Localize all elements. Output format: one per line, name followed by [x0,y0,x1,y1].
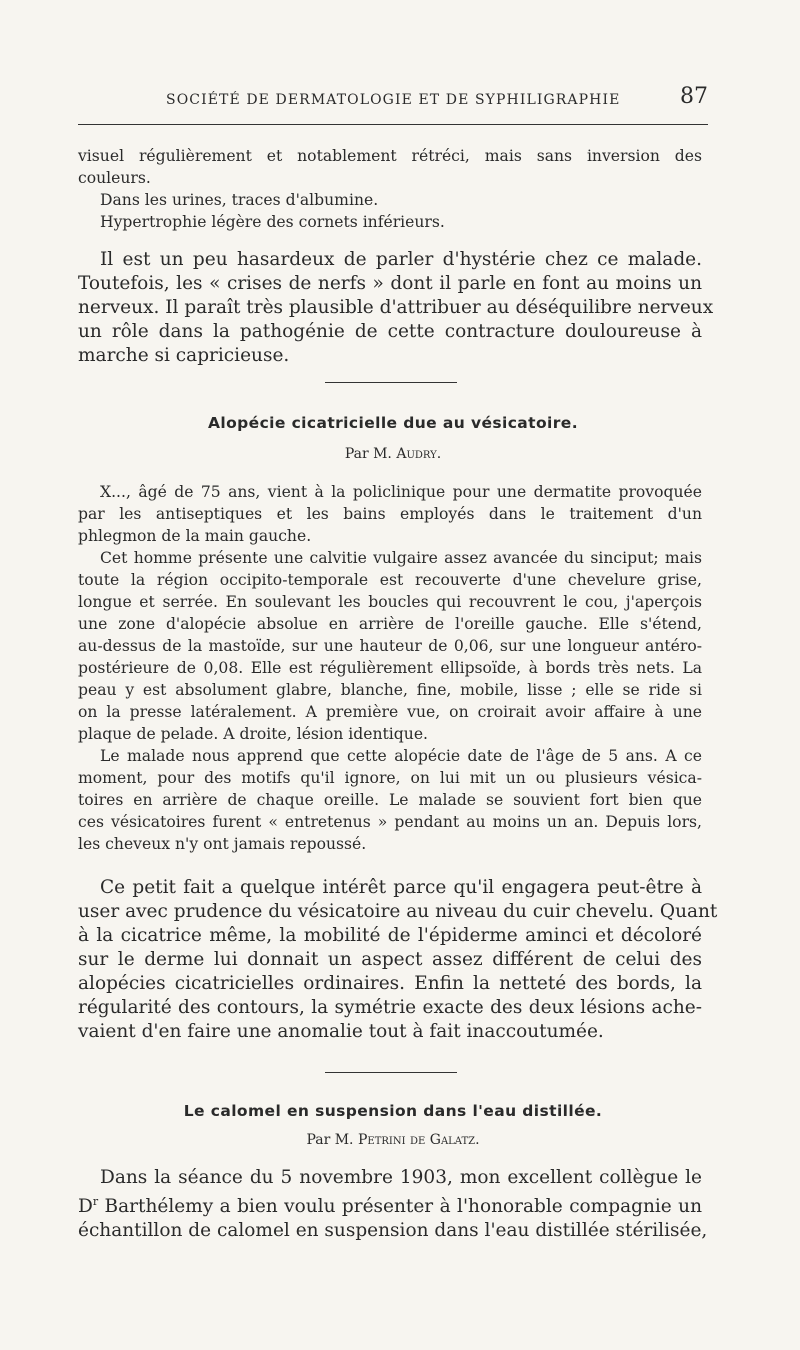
article-conclusion [78,876,718,1044]
article-paragraph [78,481,702,547]
running-head [78,84,708,116]
text-line: régularité des contours, la symétrie exacte des deux lésions ache- [78,997,702,1018]
header-rule [78,124,708,125]
byline-prefix: Par M. [344,446,392,462]
text-line: phlegmon de la main gauche. [78,527,312,545]
text-line: ces vésicatoires furent « entretenus » pendant au moins un an. Depuis lors, [78,813,702,831]
text-line: vaient d'en faire une anomalie tout à fait inaccoutumée. [78,1021,604,1042]
byline-prefix: Par M. [306,1132,354,1148]
text-line: Hypertrophie légère des cornets inférieurs. [100,213,445,231]
text-line: Le malade nous apprend que cette alopécie date de l'âge de 5 ans. A ce [100,747,702,765]
text-line: couleurs. [78,169,151,187]
text-line: Toutefois, les « crises de nerfs » dont il parle en font au moins un [78,273,702,294]
text-line: toute la région occipito-temporale est recouverte d'une chevelure grise, [78,571,702,589]
article-title: Alopécie cicatricielle due au vésicatoire. [208,414,578,432]
doctor-abbreviation: D [78,1196,93,1218]
section-divider [325,382,457,383]
text-line: marche si capricieuse. [78,345,290,366]
text-line: peau y est absolument glabre, blanche, fine, mobile, lisse ; elle se ride si [78,681,702,699]
text-line: une zone d'alopécie absolue en arrière de l'oreille gauche. Elle s'étend, [78,615,702,633]
text-line: postérieure de 0,08. Elle est régulièrement ellipsoïde, à bords très nets. La [78,659,702,677]
text-line: user avec prudence du vésicatoire au niveau du cuir chevelu. Quant [78,901,718,922]
article-title: Le calomel en suspension dans l'eau distillée. [183,1102,603,1120]
article-byline [78,446,708,462]
article-paragraph [78,745,702,855]
text-line: longue et serrée. En soulevant les boucles qui recouvrent le cou, j'aperçois [78,593,702,611]
text-line: par les antiseptiques et les bains employés dans le traitement d'un [78,505,702,523]
text-line: sur le derme lui donnait un aspect assez différent de celui des [78,949,702,970]
text-line: on la presse latéralement. A première vue, on croirait avoir affaire à une [78,703,702,721]
text-line: Dans la séance du 5 novembre 1903, mon excellent collègue le [100,1167,702,1188]
text-line: les cheveux n'y ont jamais repoussé. [78,835,367,853]
doctor-abbreviation-superscript: r [92,1195,99,1208]
text-line: Il est un peu hasardeux de parler d'hystérie chez ce malade. [100,249,702,270]
text-line: un rôle dans la pathogénie de cette contracture douloureuse à [78,321,702,342]
text-line: échantillon de calomel en suspension dans l'eau distillée stérilisée, [78,1220,708,1242]
text-line: Ce petit fait a quelque intérêt parce qu'il engagera peut-être à [100,877,702,898]
text-line: au-dessus de la mastoïde, sur une hauteur de 0,06, sur une longueur antéro- [78,637,702,655]
text-line: nerveux. Il paraît très plausible d'attribuer au déséquilibre nerveux [78,297,714,318]
article-byline [78,1132,708,1148]
author-name: Petrini de Galatz. [357,1132,480,1148]
text-line: toires en arrière de chaque oreille. Le malade se souvient fort bien que [78,791,702,809]
text-line: plaque de pelade. A droite, lésion identique. [78,725,428,743]
text-line: X..., âgé de 75 ans, vient à la policlinique pour une dermatite provoquée [100,483,702,501]
running-head-title: SOCIÉTÉ DE DERMATOLOGIE ET DE SYPHILIGRAPHIE [166,92,621,108]
text-line: Dans les urines, traces d'albumine. [100,191,379,209]
text-line: Cet homme présente une calvitie vulgaire assez avancée du sinciput; mais [100,549,702,567]
intro-paragraph [78,145,702,233]
text-line: visuel régulièrement et notablement rétréci, mais sans inversion des [78,147,702,165]
text-line-rest: Barthélemy a bien voulu présenter à l'honorable compagnie un [98,1196,702,1218]
text-line: alopécies cicatricielles ordinaires. Enfin la netteté des bords, la [78,973,702,994]
text-line: à la cicatrice même, la mobilité de l'épiderme aminci et décoloré [78,925,702,946]
text-line: moment, pour des motifs qu'il ignore, on lui mit un ou plusieurs vésica- [78,769,702,787]
article-paragraph [78,547,702,745]
discussion-paragraph [78,248,714,368]
author-name: Audry. [396,446,442,462]
article-paragraph [78,1166,708,1243]
section-divider [325,1072,457,1073]
text-line [78,1190,702,1219]
page-number: 87 [680,84,708,109]
